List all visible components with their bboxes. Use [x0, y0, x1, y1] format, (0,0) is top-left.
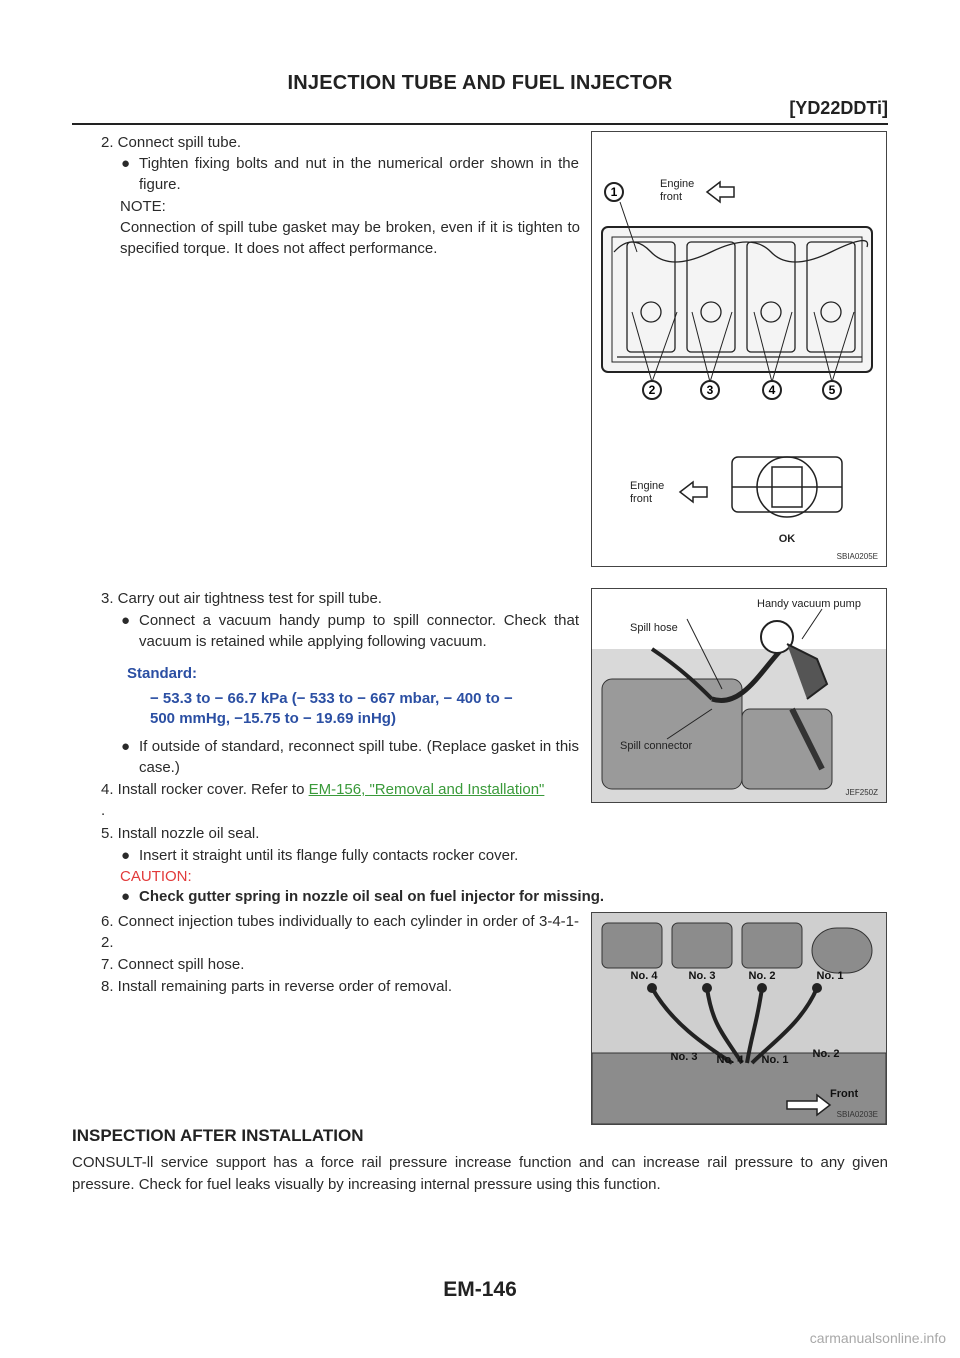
standard-label: Standard: [127, 665, 198, 682]
figure-code: JEF250Z [845, 788, 878, 797]
bullet-icon: ● [121, 155, 131, 172]
cylinder-label-top-3: No. 2 [748, 970, 776, 982]
note-label: NOTE: [120, 198, 166, 215]
caution-label: CAUTION: [120, 868, 192, 885]
cylinder-label-bottom-3: No. 1 [761, 1054, 789, 1066]
step-7: 7. Connect spill hose. [101, 956, 245, 973]
watermark: carmanualsonline.info [809, 1330, 946, 1346]
engine-front-label-top: Engine front [660, 178, 695, 203]
bullet-icon: ● [121, 847, 131, 864]
step-3-label: 3. Carry out air tightness test for spill tube. [101, 590, 382, 607]
step-3-bullet-2: If outside of standard, reconnect spill tube. (Replace gasket in this case.) [139, 738, 579, 776]
figure-vacuum-pump [591, 588, 887, 803]
callout-2: 2 [648, 383, 656, 397]
step-8: 8. Install remaining parts in reverse order of removal. [101, 978, 452, 995]
engine-front-arrow-top [707, 182, 734, 202]
cylinder-label-top-2: No. 3 [688, 970, 716, 982]
page-title: INJECTION TUBE AND FUEL INJECTOR [287, 72, 673, 94]
callout-4: 4 [768, 383, 776, 397]
engine-head-illustration [592, 132, 886, 566]
ok-label: OK [778, 533, 796, 545]
step-5-bullet: Insert it straight until its flange fully contacts rocker cover. [139, 847, 519, 864]
figure-injection-tubes [591, 912, 887, 1125]
cylinder-label-top-1: No. 4 [630, 970, 658, 982]
ok-detail-illustration [732, 457, 842, 517]
step-5-label: 5. Install nozzle oil seal. [101, 825, 260, 842]
page-number: EM-146 [443, 1278, 517, 1301]
engine-front-arrow-bottom [680, 482, 707, 502]
engine-model: [YD22DDTi] [789, 98, 888, 118]
cylinder-label-top-4: No. 1 [816, 970, 844, 982]
front-label: Front [830, 1088, 859, 1100]
vacuum-pump-illustration [592, 589, 886, 802]
section-heading: INSPECTION AFTER INSTALLATION [72, 1126, 364, 1145]
vacuum-gauge-icon [761, 621, 793, 653]
standard-value-line-2: 500 mmHg, −15.75 to − 19.69 inHg) [150, 710, 396, 727]
handy-vacuum-pump-label: Handy vacuum pump [757, 598, 861, 610]
inspection-paragraph: CONSULT-ll service support has a force rail pressure increase function and can increase rail pressure to any given pressure. Check for fuel leaks visually by increasing internal pressure using this function. [72, 1154, 888, 1193]
cylinder-label-bottom-4: No. 2 [812, 1048, 840, 1060]
step-4-text: 4. Install rocker cover. Refer to [101, 781, 309, 798]
step-6: 6. Connect injection tubes individually to each cylinder in order of 3-4-1-2. [101, 913, 579, 951]
figure-spill-tube-order [591, 131, 887, 567]
spill-connector-label: Spill connector [620, 740, 693, 752]
step-4-period: . [101, 802, 106, 819]
standard-value-line-1: − 53.3 to − 66.7 kPa (− 533 to − 667 mbar, − 400 to − [150, 690, 513, 707]
step-2-bullet: Tighten fixing bolts and nut in the numerical order shown in the figure. [139, 155, 579, 193]
engine-front-label-bottom: Engine front [630, 480, 665, 505]
header-rule [72, 123, 888, 125]
caution-text: Check gutter spring in nozzle oil seal on fuel injector for missing. [139, 888, 605, 905]
figure-code: SBIA0205E [836, 552, 878, 561]
step-4 [101, 779, 581, 800]
cylinder-label-bottom-1: No. 3 [670, 1051, 698, 1063]
bullet-icon: ● [121, 888, 131, 905]
note-text: Connection of spill tube gasket may be broken, even if it is tighten to specified torque. It does not affect performance. [120, 219, 580, 257]
injection-tubes-illustration [592, 913, 886, 1124]
step-2-label: 2. Connect spill tube. [101, 134, 242, 151]
callout-3: 3 [706, 383, 714, 397]
callout-5: 5 [828, 383, 836, 397]
callout-1: 1 [610, 185, 618, 199]
step-3-bullet-1: Connect a vacuum handy pump to spill connector. Check that vacuum is retained while applying following vacuum. [139, 612, 579, 650]
bullet-icon: ● [121, 612, 131, 629]
removal-installation-link[interactable]: EM-156, "Removal and Installation" [308, 781, 545, 798]
bullet-icon: ● [121, 738, 131, 755]
cylinder-label-bottom-2: No. 4 [716, 1054, 744, 1066]
spill-hose-label: Spill hose [630, 622, 678, 634]
figure-code: SBIA0203E [836, 1110, 878, 1119]
